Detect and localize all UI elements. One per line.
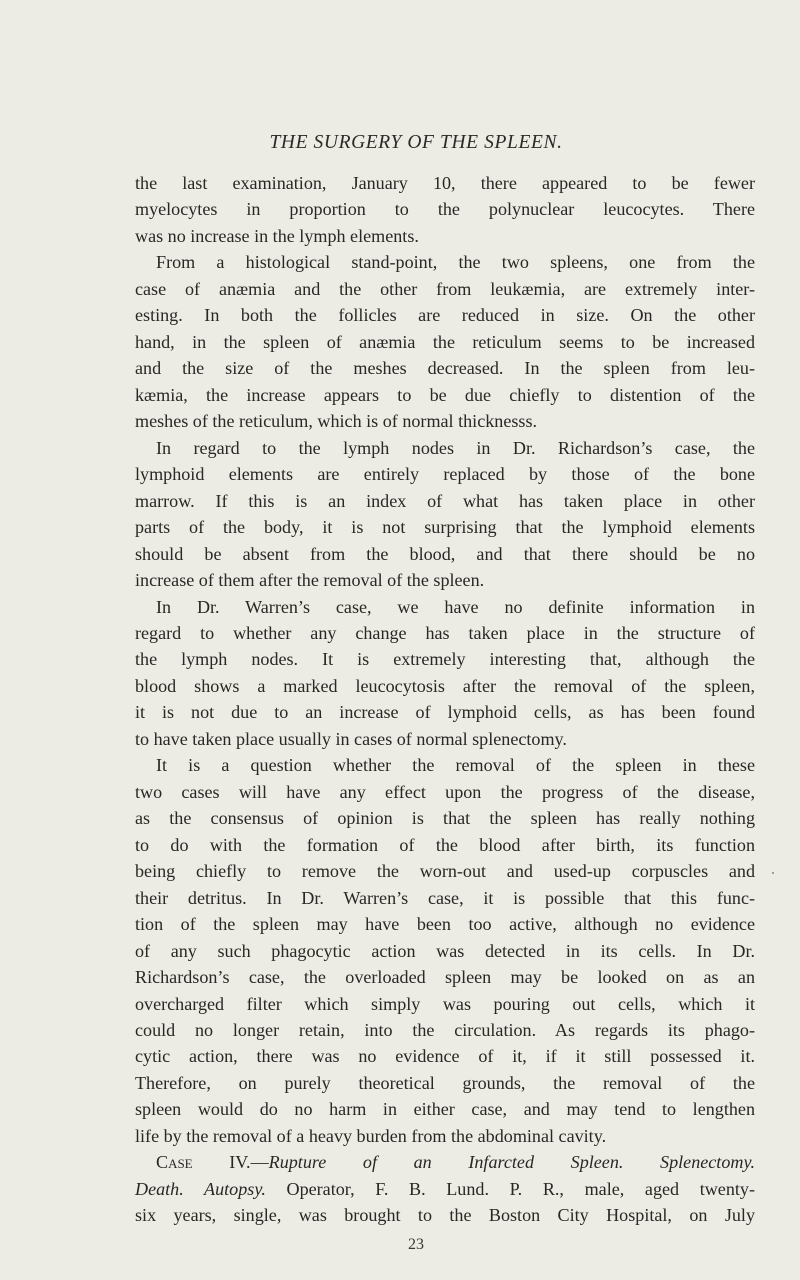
text-line: kæmia, the increase appears to be due chiefly to distention of the xyxy=(135,384,755,405)
text-line: spleen would do no harm in either case, and may tend to lengthen xyxy=(135,1099,755,1120)
text-line: was no increase in the lymph elements. xyxy=(135,225,419,246)
text-line: it is not due to an increase of lymphoid cells, as has been found xyxy=(135,702,755,723)
case-text: Operator, F. B. Lund. P. R., male, aged twenty- xyxy=(265,1178,755,1199)
text-line: of any such phagocytic action was detected in its cells. In Dr. xyxy=(135,940,755,961)
paper-speck xyxy=(772,872,774,874)
text-line: hand, in the spleen of anæmia the reticulum seems to be increased xyxy=(135,331,755,352)
text-line: From a histological stand-point, the two spleens, one from the xyxy=(156,252,755,273)
text-line: should be absent from the blood, and that there should be no xyxy=(135,543,755,564)
text-line: esting. In both the follicles are reduced in size. On the other xyxy=(135,305,755,326)
text-line: cytic action, there was no evidence of it, if it still possessed it. xyxy=(135,1046,755,1067)
text-line: lymphoid elements are entirely replaced by those of the bone xyxy=(135,464,755,485)
text-line: and the size of the meshes decreased. In the spleen from leu- xyxy=(135,358,755,379)
text-line: parts of the body, it is not surprising that the lymphoid elements xyxy=(135,517,755,538)
text-line: to do with the formation of the blood after birth, its function xyxy=(135,834,755,855)
text-line: marrow. If this is an index of what has taken place in other xyxy=(135,490,755,511)
text-line: the lymph nodes. It is extremely interesting that, although the xyxy=(135,649,755,670)
text-line: could no longer retain, into the circulation. As regards its phago- xyxy=(135,1020,755,1040)
text-line: overcharged filter which simply was pouring out cells, which it xyxy=(135,993,755,1014)
case-title: Rupture of an Infarcted Spleen. Splenectomy. xyxy=(268,1152,755,1173)
case-heading-line xyxy=(135,1149,755,1175)
text-line: life by the removal of a heavy burden from the abdominal cavity. xyxy=(135,1125,607,1146)
text-line: Therefore, on purely theoretical grounds, the removal of the xyxy=(135,1072,755,1093)
text-line: regard to whether any change has taken place in the structure of xyxy=(135,622,755,643)
text-line: It is a question whether the removal of the spleen in these xyxy=(156,755,755,776)
text-line: their detritus. In Dr. Warren’s case, it is possible that this func- xyxy=(135,887,755,908)
body-text xyxy=(135,170,755,1229)
text-line: Richardson’s case, the overloaded spleen may be looked on as an xyxy=(135,967,755,988)
case-label: Case IV. xyxy=(156,1152,251,1173)
case-heading-line-2 xyxy=(135,1176,755,1202)
text-line: In regard to the lymph nodes in Dr. Richardson’s case, the xyxy=(156,437,755,458)
text-line: increase of them after the removal of the spleen. xyxy=(135,570,485,591)
text-line: In Dr. Warren’s case, we have no definite information in xyxy=(156,596,755,617)
text-line: case of anæmia and the other from leukæmia, are extremely inter- xyxy=(135,278,755,299)
page-number: 23 xyxy=(408,1236,424,1253)
text-line: being chiefly to remove the worn-out and used-up corpuscles and xyxy=(135,861,755,882)
text-line: to have taken place usually in cases of normal splenectomy. xyxy=(135,728,567,749)
case-title-cont: Death. Autopsy. xyxy=(135,1178,266,1199)
text-line: as the consensus of opinion is that the spleen has really nothing xyxy=(135,808,755,829)
text-line: two cases will have any effect upon the progress of the disease, xyxy=(135,781,755,802)
text-line: blood shows a marked leucocytosis after the removal of the spleen, xyxy=(135,675,755,696)
case-dash: — xyxy=(250,1152,269,1173)
text-line: myelocytes in proportion to the polynuclear leucocytes. There xyxy=(135,199,755,220)
text-line: tion of the spleen may have been too active, although no evidence xyxy=(135,914,755,935)
text-line: meshes of the reticulum, which is of normal thicknesss. xyxy=(135,411,538,432)
text-line: the last examination, January 10, there appeared to be fewer xyxy=(135,173,755,193)
running-head: THE SURGERY OF THE SPLEEN. xyxy=(269,132,563,153)
text-line: six years, single, was brought to the Boston City Hospital, on July xyxy=(135,1205,755,1226)
